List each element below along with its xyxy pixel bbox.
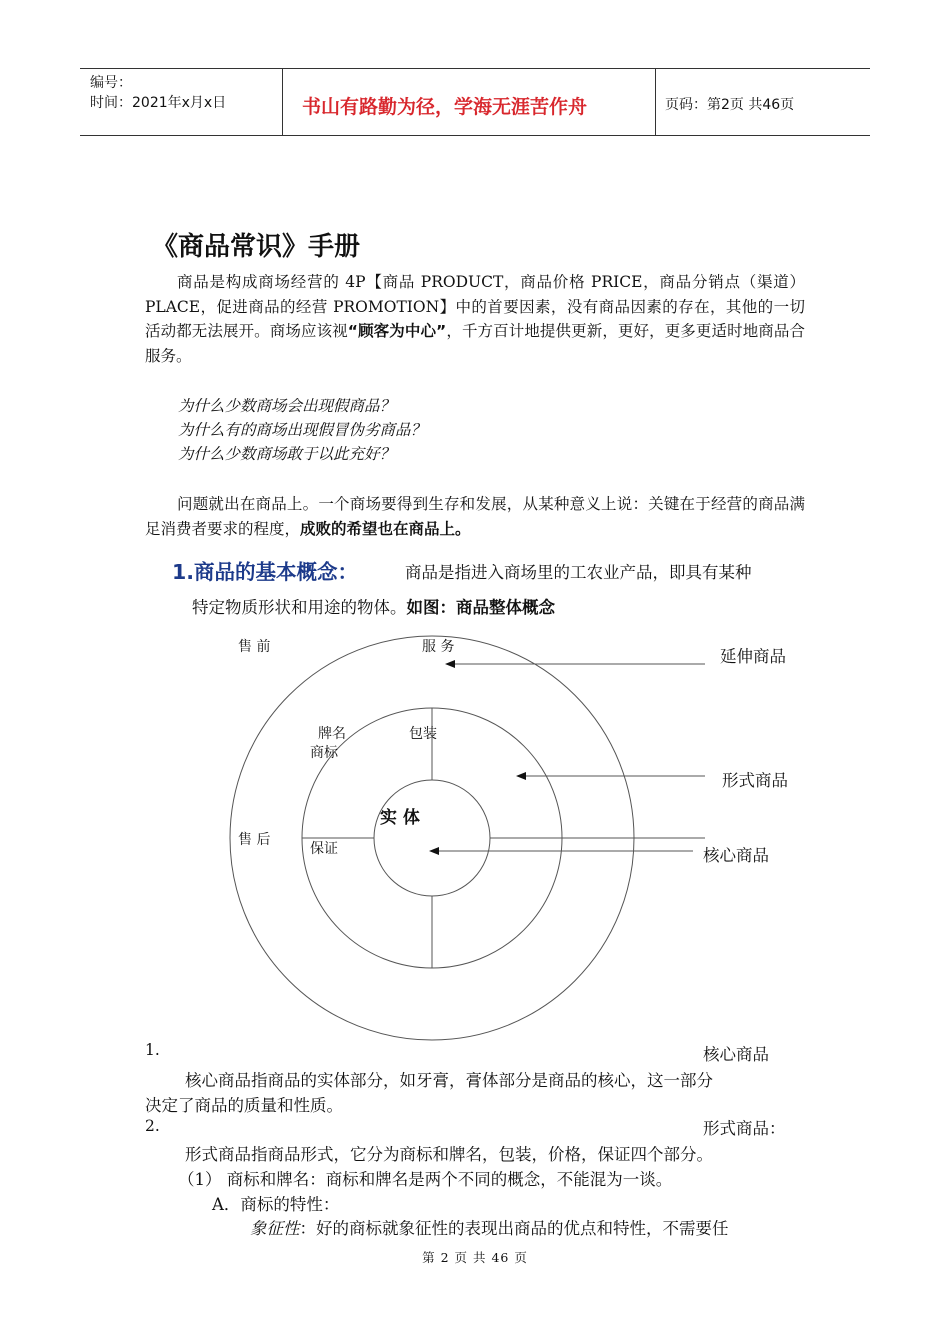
label-trademark: 商标 [310,745,338,761]
figure-caption: 如图：商品整体概念 [406,598,555,617]
label-packaging: 包装 [409,726,437,742]
label-brand: 牌名 [318,726,346,742]
label-aftersale: 售 后 [238,832,271,848]
symbol-text: ：好的商标就象征性的表现出商品的优点和特性，不需要任 [299,1219,729,1238]
inner-circle [374,780,490,896]
label-extended-product: 延伸商品 [720,647,786,666]
arrowhead-formal [516,772,526,780]
item-1-number: 1. [145,1041,160,1059]
page-footer: 第 2 页 共 46 页 [422,1250,528,1265]
symbol-line [250,1215,729,1239]
item-2-text: 形式商品指商品形式，它分为商标和牌名，包装，价格，保证四个部分。 [185,1145,713,1164]
arrowhead-extended [445,660,455,668]
question-2: 为什么有的商场出现假冒伪劣商品？ [178,421,427,439]
header-number-label: 编号： [90,75,132,91]
question-1: 为什么少数商场会出现假商品？ [178,397,396,415]
document-title: 《商品常识》手册 [152,232,361,262]
label-presale: 售 前 [238,639,271,655]
intro-text-1: 商品是构成商场经营的 4P【商品 PRODUCT，商品价格 PRICE，商品分销点（渠道）PLACE，促进商品的经营 PROMOTION】中的首要因素，没有商品因素的存在，其他的一切活动都无法展开。商场应该视 [145,273,805,340]
question-3: 为什么少数商场敢于以此充好？ [178,445,396,463]
header-page-info: 页码：第2页 共46页 [665,97,795,113]
item-2-number: 2. [145,1117,160,1135]
sub-item-A: A．商标的特性： [212,1195,340,1214]
label-service: 服 务 [422,639,455,655]
label-guarantee: 保证 [310,841,338,857]
section-1-text-line2-body: 特定物质形状和用途的物体。 [192,598,407,617]
problem-emphasis: 成败的希望也在商品上。 [300,519,471,538]
item-2-label: 形式商品： [703,1119,786,1138]
header-motto: 书山有路勤为径，学海无涯苦作舟 [302,96,588,118]
item-1-label: 核心商品 [703,1045,769,1064]
item-1-text-line2: 决定了商品的质量和性质。 [145,1096,343,1115]
symbol-term: 象征性 [250,1219,300,1238]
sub-item-1: （1） 商标和牌名：商标和牌名是两个不同的概念，不能混为一谈。 [178,1170,673,1189]
item-1-text-line1: 核心商品指商品的实体部分，如牙膏，膏体部分是商品的核心，这一部分 [185,1071,713,1090]
intro-emphasis: “顾客为中心” [347,322,447,340]
problem-text: 问题就出在商品上。一个商场要得到生存和发展，从某种意义上说：关键在于经营的商品满足消费者要求的程度， [145,495,805,538]
label-core-product: 核心商品 [703,846,769,865]
header-time-label: 时间：2021年x月x日 [90,95,227,111]
section-1-title: 1.商品的基本概念： [172,560,359,584]
label-entity: 实 体 [380,808,420,828]
section-1-text-line1: 商品是指进入商场里的工农业产品，即具有某种 [405,563,752,582]
label-formal-product: 形式商品 [722,771,788,790]
intro-text-2: ，千方百计地提供更新，更好，更多更适时地商品合服务。 [145,322,805,365]
arrowhead-core [429,847,439,855]
